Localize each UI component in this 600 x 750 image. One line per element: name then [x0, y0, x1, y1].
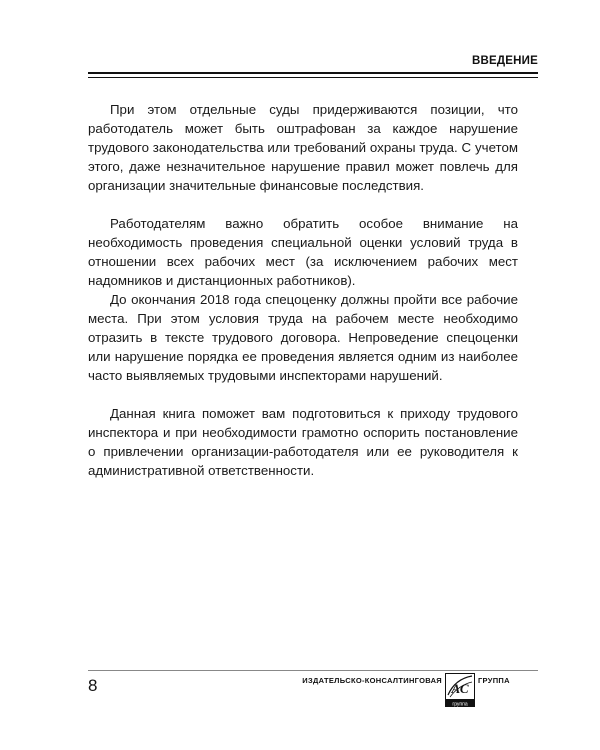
logo-caption: группа	[452, 701, 468, 707]
body-text	[88, 100, 518, 480]
paragraph-3: До окончания 2018 года спецоценку должны пройти все рабочие места. При этом условия труда на рабочем месте необходимо отразить в тексте трудового договора. Непроведение спецоценки или нарушение порядка ее проведения является одним из наиболее часто выявляемых трудовыми инспекторами нарушений.	[88, 292, 518, 383]
publisher-name-left: ИЗДАТЕЛЬСКО-КОНСАЛТИНГОВАЯ	[302, 676, 442, 685]
section-title: ВВЕДЕНИЕ	[472, 55, 538, 67]
footer-rule	[88, 670, 538, 671]
paragraph-4: Данная книга поможет вам подготовиться к приходу трудового инспектора и при необходимости грамотно оспорить постановление о привлечении организации-работодателя или ее руководителя к административной ответственности.	[88, 406, 518, 478]
page-number: 8	[88, 676, 98, 695]
logo-mark-text: АС	[451, 681, 469, 696]
publisher-logo-icon	[445, 673, 475, 707]
header-rule-thick	[88, 72, 538, 74]
paragraph-1: При этом отдельные суды придерживаются позиции, что работодатель может быть оштрафован за каждое нарушение трудового законодательства или требований охраны труда. С учетом этого, даже незначительное нарушение правил может повлечь для организации значительные финансовые последствия.	[88, 102, 518, 193]
publisher-name-right: ГРУППА	[478, 676, 510, 685]
paragraph-2: Работодателям важно обратить особое внимание на необходимость проведения специальной оценки условий труда в отношении всех рабочих мест (за исключением рабочих мест надомников и дистанционных работников).	[88, 216, 518, 288]
header-rule-thin	[88, 77, 538, 78]
